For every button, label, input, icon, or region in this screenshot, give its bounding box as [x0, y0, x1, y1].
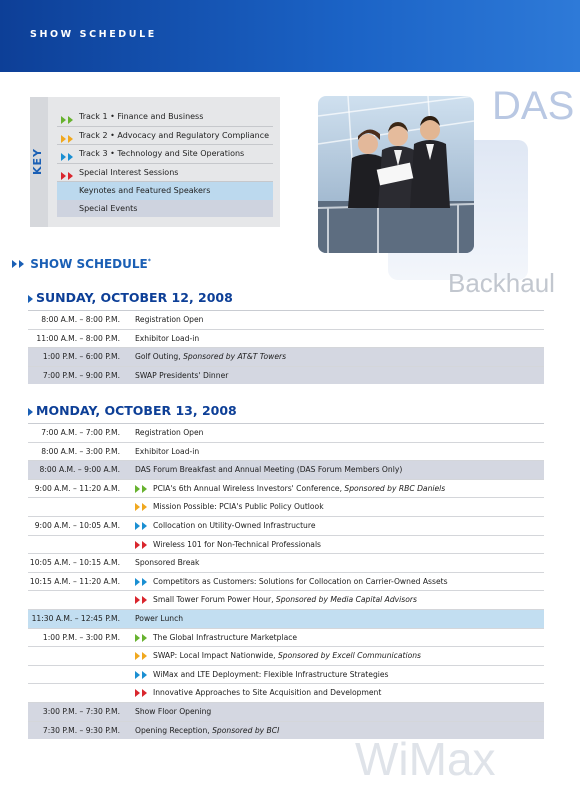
- orange-arrows-icon: [135, 652, 149, 662]
- row-time: 3:00 P.M. – 7:30 P.M.: [42, 706, 120, 716]
- row-event: Mission Possible: PCIA's Public Policy Outlook: [153, 502, 324, 512]
- row-time: 7:00 P.M. – 9:00 P.M.: [42, 370, 120, 380]
- row-event: [135, 348, 286, 366]
- row-time: 10:05 A.M. – 10:15 A.M.: [29, 558, 120, 568]
- ghost-word-das: DAS: [492, 84, 575, 128]
- blue-arrows-icon: [135, 671, 149, 681]
- schedule-table-sunday: [28, 311, 544, 384]
- row-event: Innovative Approaches to Site Acquisition and Development: [153, 688, 382, 698]
- row-sponsor: Sponsored by Media Capital Advisors: [275, 595, 417, 605]
- red-arrows-icon: [135, 541, 149, 551]
- table-row: [28, 647, 544, 666]
- header-title: SHOW SCHEDULE: [30, 29, 157, 40]
- table-row: [28, 573, 544, 592]
- row-event: Exhibitor Load-in: [135, 446, 200, 456]
- table-row: [28, 554, 544, 573]
- row-event: Show Floor Opening: [135, 706, 212, 716]
- row-event-text: Opening Reception,: [135, 725, 213, 735]
- day-heading-monday: [28, 403, 237, 418]
- row-event-text: Golf Outing,: [135, 352, 184, 362]
- row-time: 7:00 A.M. – 7:00 P.M.: [41, 428, 120, 437]
- row-event: WiMax and LTE Deployment: Flexible Infrastructure Strategies: [153, 669, 389, 679]
- show-schedule-heading-text: SHOW SCHEDULE: [30, 257, 148, 271]
- table-row: [28, 703, 544, 722]
- row-event: Collocation on Utility-Owned Infrastructure: [153, 520, 316, 530]
- show-schedule-heading: [12, 257, 151, 271]
- day-heading-sunday: [28, 290, 233, 305]
- row-event: [153, 591, 417, 609]
- row-time: 7:30 P.M. – 9:30 P.M.: [42, 725, 120, 735]
- table-row: [28, 367, 544, 385]
- key-item-special-interest: [57, 164, 273, 183]
- key-item-label: Special Events: [79, 203, 138, 213]
- key-item-keynotes: [57, 182, 273, 200]
- row-sponsor: Sponsored by RBC Daniels: [344, 483, 446, 493]
- table-row: [28, 591, 544, 610]
- table-row: [28, 498, 544, 517]
- key-item-track3: [57, 145, 273, 164]
- row-event: [135, 722, 279, 740]
- row-event-text: SWAP: Local Impact Nationwide,: [153, 651, 278, 661]
- table-row: [28, 517, 544, 536]
- table-row: [28, 443, 544, 462]
- table-row: [28, 330, 544, 349]
- key-legend: [30, 97, 280, 227]
- schedule-table-monday: [28, 424, 544, 739]
- double-arrow-icon: [12, 257, 26, 271]
- table-row: [28, 666, 544, 685]
- day-title: SUNDAY, OCTOBER 12, 2008: [36, 290, 233, 305]
- row-time: 8:00 A.M. – 8:00 P.M.: [41, 315, 120, 324]
- key-item-label: Track 1 • Finance and Business: [79, 112, 204, 121]
- row-event: DAS Forum Breakfast and Annual Meeting (DAS Forum Members Only): [135, 465, 403, 475]
- row-time: 11:30 A.M. – 12:45 P.M.: [31, 613, 120, 623]
- day-title: MONDAY, OCTOBER 13, 2008: [36, 403, 237, 418]
- table-row: [28, 424, 544, 443]
- row-sponsor: Sponsored by BCI: [212, 725, 280, 735]
- row-time: 10:15 A.M. – 11:20 A.M.: [29, 576, 120, 586]
- header-banner: [0, 0, 580, 72]
- ghost-word-backhaul: Backhaul: [448, 268, 555, 298]
- row-event: Registration Open: [135, 315, 204, 324]
- day-arrow-icon: [28, 295, 33, 303]
- row-event: SWAP Presidents' Dinner: [135, 370, 229, 380]
- red-arrows-icon: [135, 596, 149, 606]
- table-row: [28, 610, 544, 629]
- table-row: [28, 536, 544, 555]
- green-arrows-icon: [135, 485, 149, 495]
- key-list: [57, 108, 273, 217]
- table-row: [28, 461, 544, 480]
- row-time: 8:00 A.M. – 9:00 A.M.: [39, 465, 120, 475]
- row-event: Wireless 101 for Non-Technical Professionals: [153, 539, 322, 549]
- blue-arrows-icon: [135, 522, 149, 532]
- row-time: 9:00 A.M. – 11:20 A.M.: [34, 483, 120, 493]
- row-event: Registration Open: [135, 428, 204, 437]
- table-row: [28, 480, 544, 499]
- row-event: Sponsored Break: [135, 558, 200, 568]
- blue-arrows-icon: [135, 578, 149, 588]
- table-row: [28, 684, 544, 703]
- row-time: 1:00 P.M. – 3:00 P.M.: [42, 632, 120, 642]
- row-event-text: Small Tower Forum Power Hour,: [153, 595, 276, 605]
- row-event-text: PCIA's 6th Annual Wireless Investors' Conference,: [153, 483, 345, 493]
- key-item-track1: [57, 108, 273, 127]
- green-arrows-icon: [135, 634, 149, 644]
- row-time: 9:00 A.M. – 10:05 A.M.: [34, 520, 120, 530]
- key-item-track2: [57, 127, 273, 146]
- row-time: 11:00 A.M. – 8:00 P.M.: [36, 333, 120, 343]
- row-sponsor: Sponsored by AT&T Towers: [183, 352, 287, 362]
- day-arrow-icon: [28, 408, 33, 416]
- business-people-photo: [318, 96, 474, 253]
- row-time: 1:00 P.M. – 6:00 P.M.: [42, 352, 120, 362]
- key-item-label: Track 3 • Technology and Site Operations: [79, 149, 245, 158]
- row-event: [153, 647, 421, 665]
- orange-arrows-icon: [135, 503, 149, 513]
- key-item-label: Special Interest Sessions: [79, 167, 179, 177]
- row-event: Power Lunch: [135, 613, 184, 623]
- row-event: The Global Infrastructure Marketplace: [153, 632, 298, 642]
- table-row: [28, 311, 544, 330]
- row-sponsor: Sponsored by Excell Communications: [277, 651, 421, 661]
- table-row: [28, 629, 544, 648]
- key-item-label: Track 2 • Advocacy and Regulatory Compliance: [79, 130, 270, 140]
- table-row: [28, 348, 544, 367]
- key-label: KEY: [31, 147, 45, 176]
- key-item-label: Keynotes and Featured Speakers: [79, 186, 211, 195]
- red-arrows-icon: [135, 689, 149, 699]
- row-time: 8:00 A.M. – 3:00 P.M.: [41, 446, 120, 456]
- key-item-special-events: [57, 200, 273, 218]
- row-event: Exhibitor Load-in: [135, 333, 200, 343]
- heading-footnote-mark: *: [147, 258, 151, 265]
- ghost-word-wimax: WiMax: [355, 733, 496, 785]
- row-event: Competitors as Customers: Solutions for Collocation on Carrier-Owned Assets: [153, 576, 448, 586]
- row-event: [153, 480, 445, 498]
